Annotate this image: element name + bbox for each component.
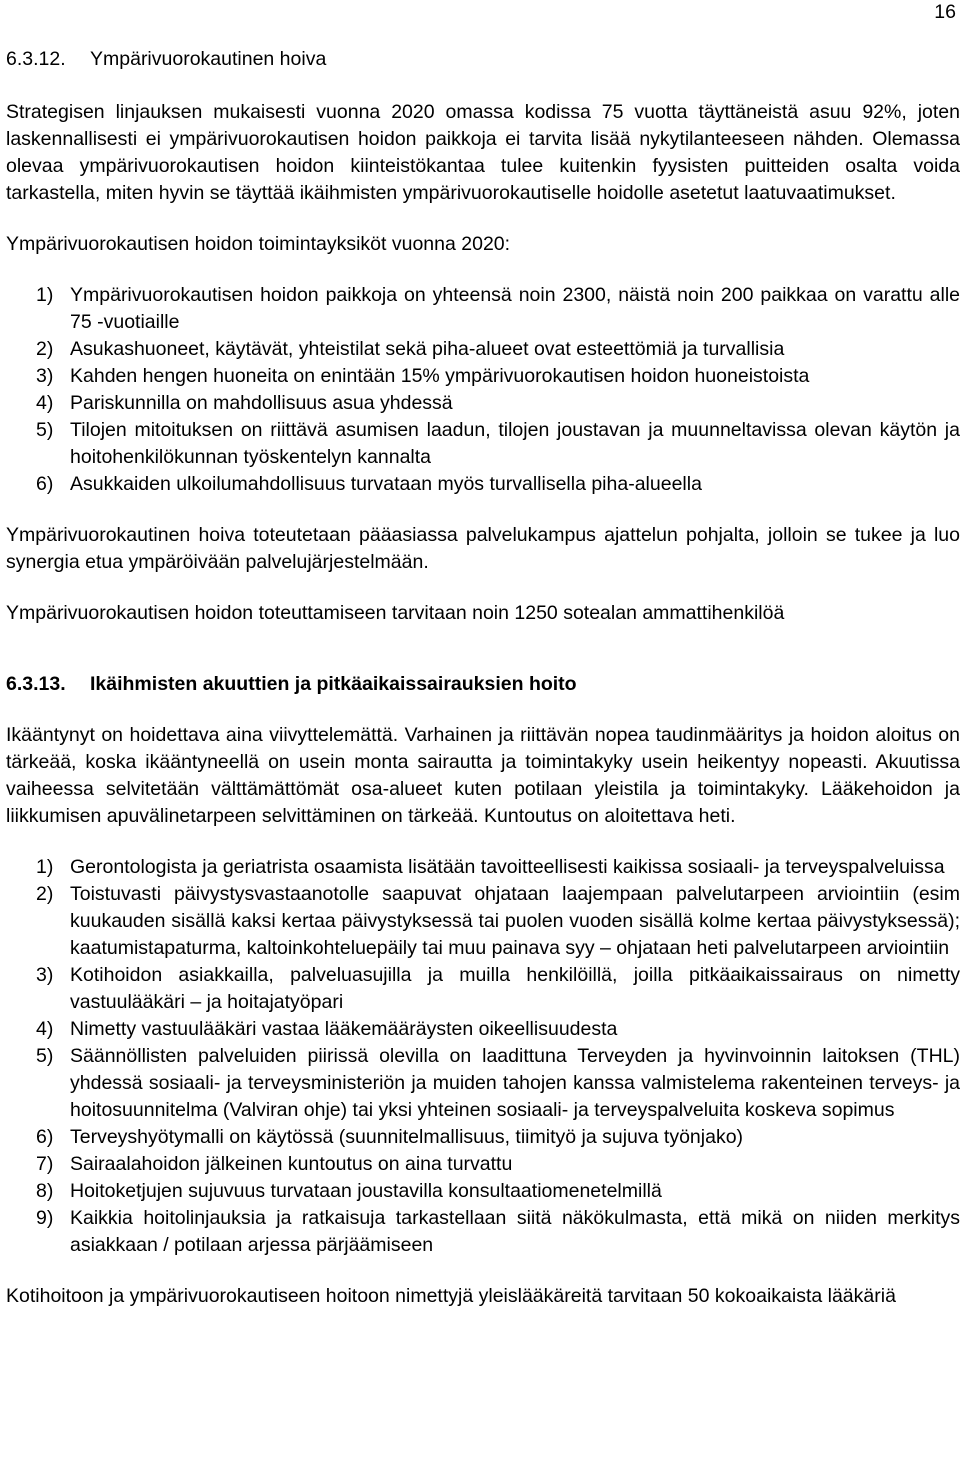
- care-measures-list: [6, 854, 960, 1259]
- staffing-paragraph: Ympärivuorokautisen hoidon toteuttamiseen tarvitaan noin 1250 sotealan ammattihenkilöä: [6, 602, 785, 624]
- page-number: 16: [934, 1, 956, 23]
- document-body: [6, 46, 960, 1310]
- section-title: Ikäihmisten akuuttien ja pitkäaikaissairauksien hoito: [90, 673, 577, 695]
- list-item: 8) Hoitoketjujen sujuvuus turvataan joustavilla konsultaatiomenetelmillä: [36, 1180, 662, 1202]
- list-item: 3) Kahden hengen huoneita on enintään 15% ympärivuorokautisen hoidon huoneistoista: [36, 365, 810, 387]
- list-item: 4) Nimetty vastuulääkäri vastaa lääkemääräysten oikeellisuudesta: [36, 1018, 618, 1040]
- list-item: 1) Gerontologista ja geriatrista osaamista lisätään tavoitteellisesti kaikissa sosiaali- ja terveyspalveluissa: [36, 856, 945, 878]
- closing-paragraph: Kotihoitoon ja ympärivuorokautiseen hoitoon nimettyjä yleislääkäreitä tarvitaan 50 kokoaikaista lääkäriä: [6, 1285, 896, 1307]
- list-item: 2) Toistuvasti päivystysvastaanotolle saapuvat ohjataan laajempaan palvelutarpeen arviointiin (esim kuukauden sisällä kaksi kertaa päivystyksessä tai puolen vuoden sisällä kolme kertaa päivystyksessä); kaatumistapaturma, kaltoinkohteluepäily tai muu painava syy – ohjataan heti palvelutarpeen arviointiin: [36, 883, 960, 959]
- list-item: 6) Asukkaiden ulkoilumahdollisuus turvataan myös turvallisella piha-alueella: [36, 473, 702, 495]
- care-units-list: [6, 282, 960, 498]
- list-heading: Ympärivuorokautisen hoidon toimintayksiköt vuonna 2020:: [6, 233, 511, 255]
- intro-paragraph: Strategisen linjauksen mukaisesti vuonna 2020 omassa kodissa 75 vuotta täyttäneistä asuu 92%, joten laskennallisesti ei ympärivuorokautisen hoidon paikkoja ei tarvita lisää nykytilanteeseen nähden. Olemassa olevaa ympärivuorokautisen hoidon kiinteistökantaa tulee kuitenkin fyysisten puitteiden osalta voida tarkastella, miten hyvin se täyttää ikäihmisten ympärivuorokautiselle hoidolle asetetut laatuvaatimukset.: [6, 101, 960, 204]
- list-item: 4) Pariskunnilla on mahdollisuus asua yhdessä: [36, 392, 453, 414]
- list-item: 9) Kaikkia hoitolinjauksia ja ratkaisuja tarkastellaan siitä näkökulmasta, että mikä on niiden merkitys asiakkaan / potilaan arjessa pärjäämiseen: [36, 1207, 960, 1256]
- section-heading-6-3-13: [6, 671, 960, 698]
- list-item: 5) Tilojen mitoituksen on riittävä asumisen laadun, tilojen joustavan ja muunneltavissa olevan käytön ja hoitohenkilökunnan työskentelyn kannalta: [36, 419, 960, 468]
- list-item: 1) Ympärivuorokautisen hoidon paikkoja on yhteensä noin 2300, näistä noin 200 paikkaa on varattu alle 75 -vuotiaille: [36, 284, 960, 333]
- section-number: 6.3.12.: [6, 48, 66, 70]
- list-item: 3) Kotihoidon asiakkailla, palveluasujilla ja muilla henkilöillä, joilla pitkäaikaissairaus on nimetty vastuulääkäri – ja hoitajatyöpari: [36, 964, 960, 1013]
- list-item: 2) Asukashuoneet, käytävät, yhteistilat sekä piha-alueet ovat esteettömiä ja turvallisia: [36, 338, 785, 360]
- intro-paragraph: Ikääntynyt on hoidettava aina viivyttelemättä. Varhainen ja riittävän nopea taudinmääritys ja hoidon aloitus on tärkeää, koska ikääntyneellä on usein monta sairautta ja toimintakyky usein heikentyy nopeasti. Akuutissa vaiheessa selvitetään välttämättömät osa-alueet kuten potilaan yleistila ja toimintakyky. Lääkehoidon ja liikkumisen apuvälinetarpeen selvittäminen on tärkeää. Kuntoutus on aloitettava heti.: [6, 724, 960, 827]
- list-item: 5) Säännöllisten palveluiden piirissä olevilla on laadittuna Terveyden ja hyvinvoinnin laitoksen (THL) yhdessä sosiaali- ja terveysministeriön ja muiden tahojen kanssa valmistelema rakenteinen terveys- ja hoitosuunnitelma (Valviran ohje) tai yksi yhteinen sosiaali- ja terveyspalveluita koskeva sopimus: [36, 1045, 960, 1121]
- section-title: Ympärivuorokautinen hoiva: [90, 48, 327, 70]
- list-item: 6) Terveyshyötymalli on käytössä (suunnitelmallisuus, tiimityö ja sujuva työnjako): [36, 1126, 744, 1148]
- section-number: 6.3.13.: [6, 673, 66, 695]
- list-item: 7) Sairaalahoidon jälkeinen kuntoutus on aina turvattu: [36, 1153, 513, 1175]
- section-heading-6-3-12: [6, 46, 960, 73]
- campus-paragraph: Ympärivuorokautinen hoiva toteutetaan pääasiassa palvelukampus ajattelun pohjalta, jolloin se tukee ja luo synergia etua ympäröivään palvelujärjestelmään.: [6, 524, 960, 573]
